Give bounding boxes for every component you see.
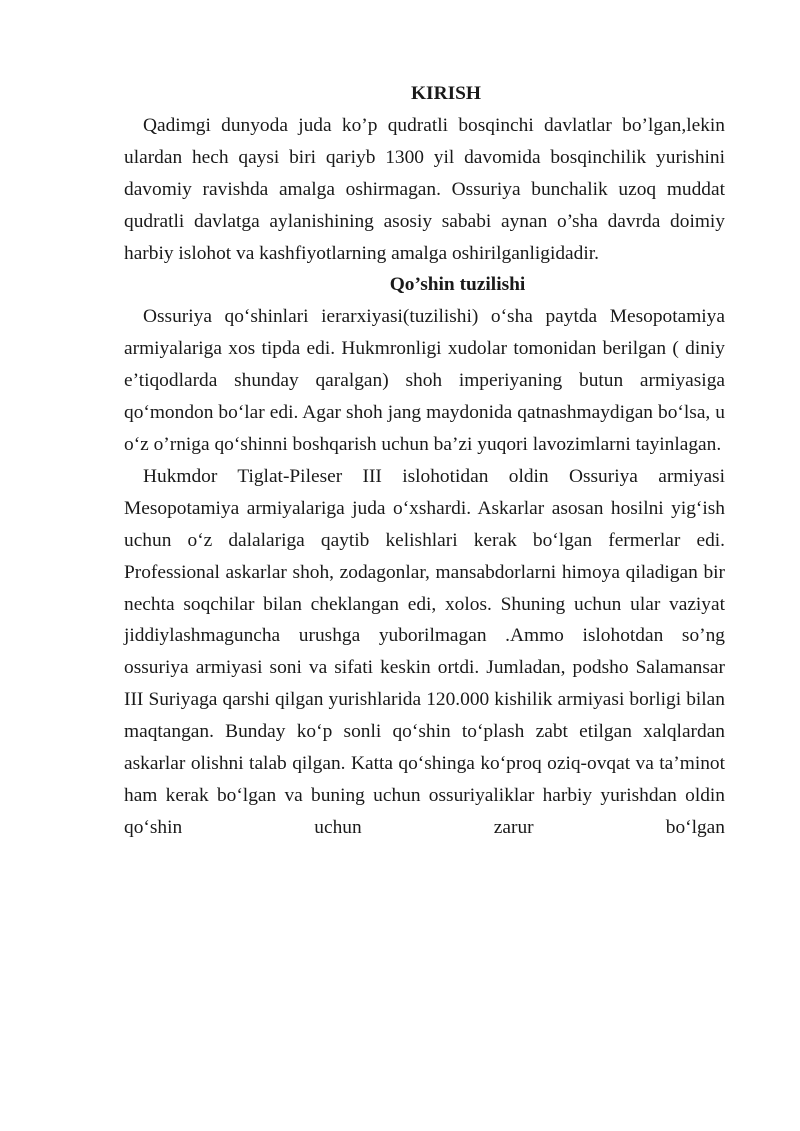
document-title: KIRISH — [410, 83, 482, 104]
document-page — [124, 78, 725, 844]
intro-paragraph: Qadimgi dunyoda juda ko’p qudratli bosqinchi davlatlar bo’lgan,lekin ulardan hech qaysi biri qariyb 1300 yil davomida bosqinchilik yurishini davomiy ravishda amalga oshirmagan. Ossuriya bunchalik uzoq muddat qudratli davlatga aylanishining asosiy sababi aynan o’sha davrda doimiy harbiy islohot va kashfiyotlarning amalga oshirilganligidadir. — [124, 114, 725, 264]
paragraph-reform: Hukmdor Tiglat-Pileser III islohotidan oldin Ossuriya armiyasi Mesopotamiya armiyalariga juda o‘xshardi. Askarlar asosan hosilni yig‘ish uchun o‘z dalalariga qaytib kelishlari kerak bo‘lgan fermerlar edi. Professional askarlar shoh, zodagonlar, mansabdorlarni himoya qiladigan bir nechta soqchilar bilan cheklangan edi, xolos. Shuning uchun ular vaziyat jiddiylashmaguncha urushga yuborilmagan .Ammo islohotdan so’ng ossuriya armiyasi soni va sifati keskin ortdi. Jumladan, podsho Salamansar III Suriyaga qarshi qilgan yurishlarida 120.000 kishilik armiyasi borligi bilan maqtangan. Bunday ko‘p sonli qo‘shin to‘plash zabt etilgan xalqlardan askarlar olishni talab qilgan. Katta qo‘shinga ko‘proq oziq-ovqat va ta’minot ham kerak bo‘lgan va buning uchun ossuriyaliklar harbiy yurishdan oldin qo‘shin uchun zarur bo‘lgan — [124, 465, 725, 838]
paragraph-army-hierarchy: Ossuriya qo‘shinlari ierarxiyasi(tuzilishi) o‘sha paytda Mesopotamiya armiyalariga xos tipda edi. Hukmronligi xudolar tomonidan berilgan ( diniy e’tiqodlarda shunday qaralgan) shoh imperiyaning butun armiyasiga qo‘mondon bo‘lar edi. Agar shoh jang maydonida qatnashmaydigan bo‘lsa, u o‘z o’rniga qo‘shinni boshqarish uchun ba’zi yuqori lavozimlarni tayinlagan. — [124, 306, 725, 455]
section-heading: Qo’shin tuzilishi — [389, 274, 526, 296]
